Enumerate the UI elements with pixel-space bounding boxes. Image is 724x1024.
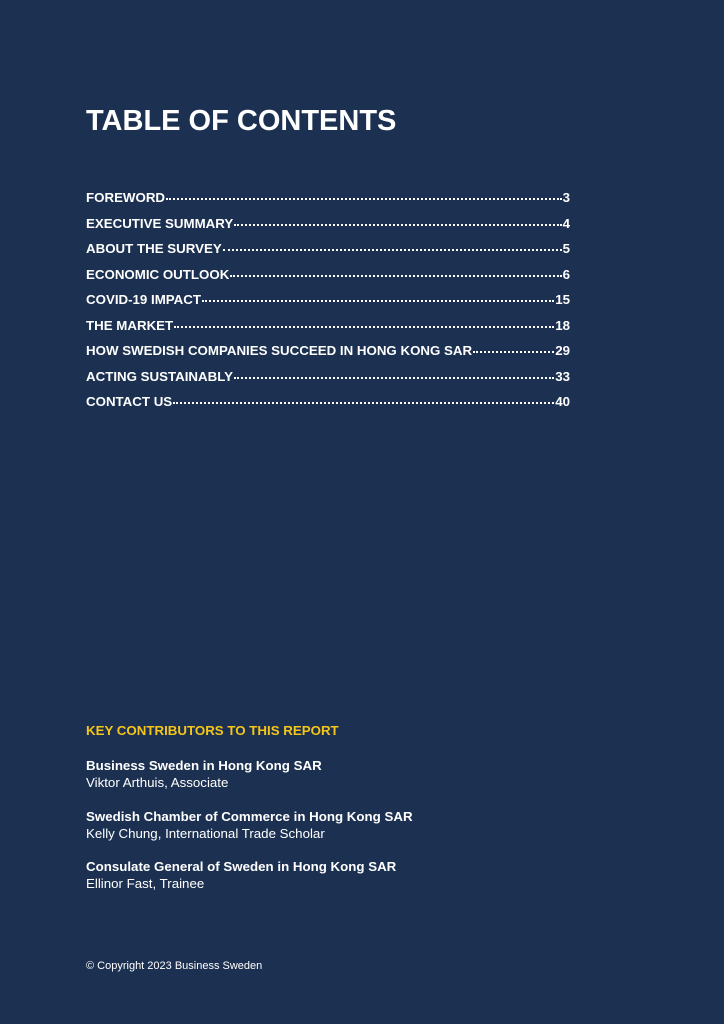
toc-entry-label: FOREWORD — [86, 190, 166, 205]
contributor-entry — [86, 858, 413, 909]
dot-leader — [174, 312, 554, 328]
contributor-person: Ellinor Fast, Trainee — [86, 876, 205, 891]
toc-entry-executive-summary[interactable] — [86, 212, 570, 238]
contributor-entry — [86, 808, 413, 859]
dot-leader — [202, 286, 554, 302]
contributor-entry — [86, 757, 413, 808]
toc-entry-label: CONTACT US — [86, 394, 173, 409]
contributor-organization: Swedish Chamber of Commerce in Hong Kong SAR — [86, 808, 413, 824]
toc-entry-label: EXECUTIVE SUMMARY — [86, 215, 234, 231]
page-title: TABLE OF CONTENTS — [86, 105, 397, 137]
toc-page-number: 29 — [555, 343, 570, 358]
contributor-person: Kelly Chung, International Trade Scholar — [86, 825, 325, 841]
dot-leader — [223, 235, 562, 251]
dot-leader — [473, 337, 554, 353]
toc-entry-about-the-survey[interactable] — [86, 237, 570, 263]
toc-entry-contact-us[interactable] — [86, 390, 570, 416]
contributors-heading: KEY CONTRIBUTORS TO THIS REPORT — [86, 723, 339, 738]
contributor-organization: Business Sweden in Hong Kong SAR — [86, 758, 322, 773]
toc-page-number: 3 — [562, 190, 570, 205]
table-of-contents — [86, 186, 570, 416]
dot-leader — [234, 210, 561, 226]
toc-entry-label: ABOUT THE SURVEY — [86, 241, 222, 256]
toc-entry-acting-sustainably[interactable] — [86, 365, 570, 391]
toc-entry-economic-outlook[interactable] — [86, 263, 570, 289]
toc-page-number: 18 — [555, 317, 570, 333]
toc-page-number: 15 — [555, 292, 570, 307]
toc-entry-label: HOW SWEDISH COMPANIES SUCCEED IN HONG KONG SAR — [86, 343, 473, 358]
toc-entry-the-market[interactable] — [86, 314, 570, 340]
toc-entry-label: COVID-19 IMPACT — [86, 292, 202, 307]
toc-page-number: 6 — [562, 266, 570, 282]
toc-entry-covid-19-impact[interactable] — [86, 288, 570, 314]
toc-entry-label: THE MARKET — [86, 317, 174, 333]
toc-entry-how-swedish-companies-succeed[interactable] — [86, 339, 570, 365]
copyright-notice: © Copyright 2023 Business Sweden — [86, 960, 263, 972]
toc-page-number: 40 — [555, 394, 570, 409]
toc-page-number: 4 — [562, 215, 570, 231]
contributors-list — [86, 757, 413, 909]
dot-leader — [230, 261, 561, 277]
toc-page-number: 33 — [555, 368, 570, 384]
toc-page-number: 5 — [562, 241, 570, 256]
toc-entry-label: ECONOMIC OUTLOOK — [86, 266, 230, 282]
toc-entry-foreword[interactable] — [86, 186, 570, 212]
contributor-person: Viktor Arthuis, Associate — [86, 775, 229, 790]
contributor-organization: Consulate General of Sweden in Hong Kong SAR — [86, 859, 397, 874]
toc-entry-label: ACTING SUSTAINABLY — [86, 368, 234, 384]
dot-leader — [234, 363, 554, 379]
dot-leader — [166, 184, 562, 200]
dot-leader — [173, 388, 554, 404]
